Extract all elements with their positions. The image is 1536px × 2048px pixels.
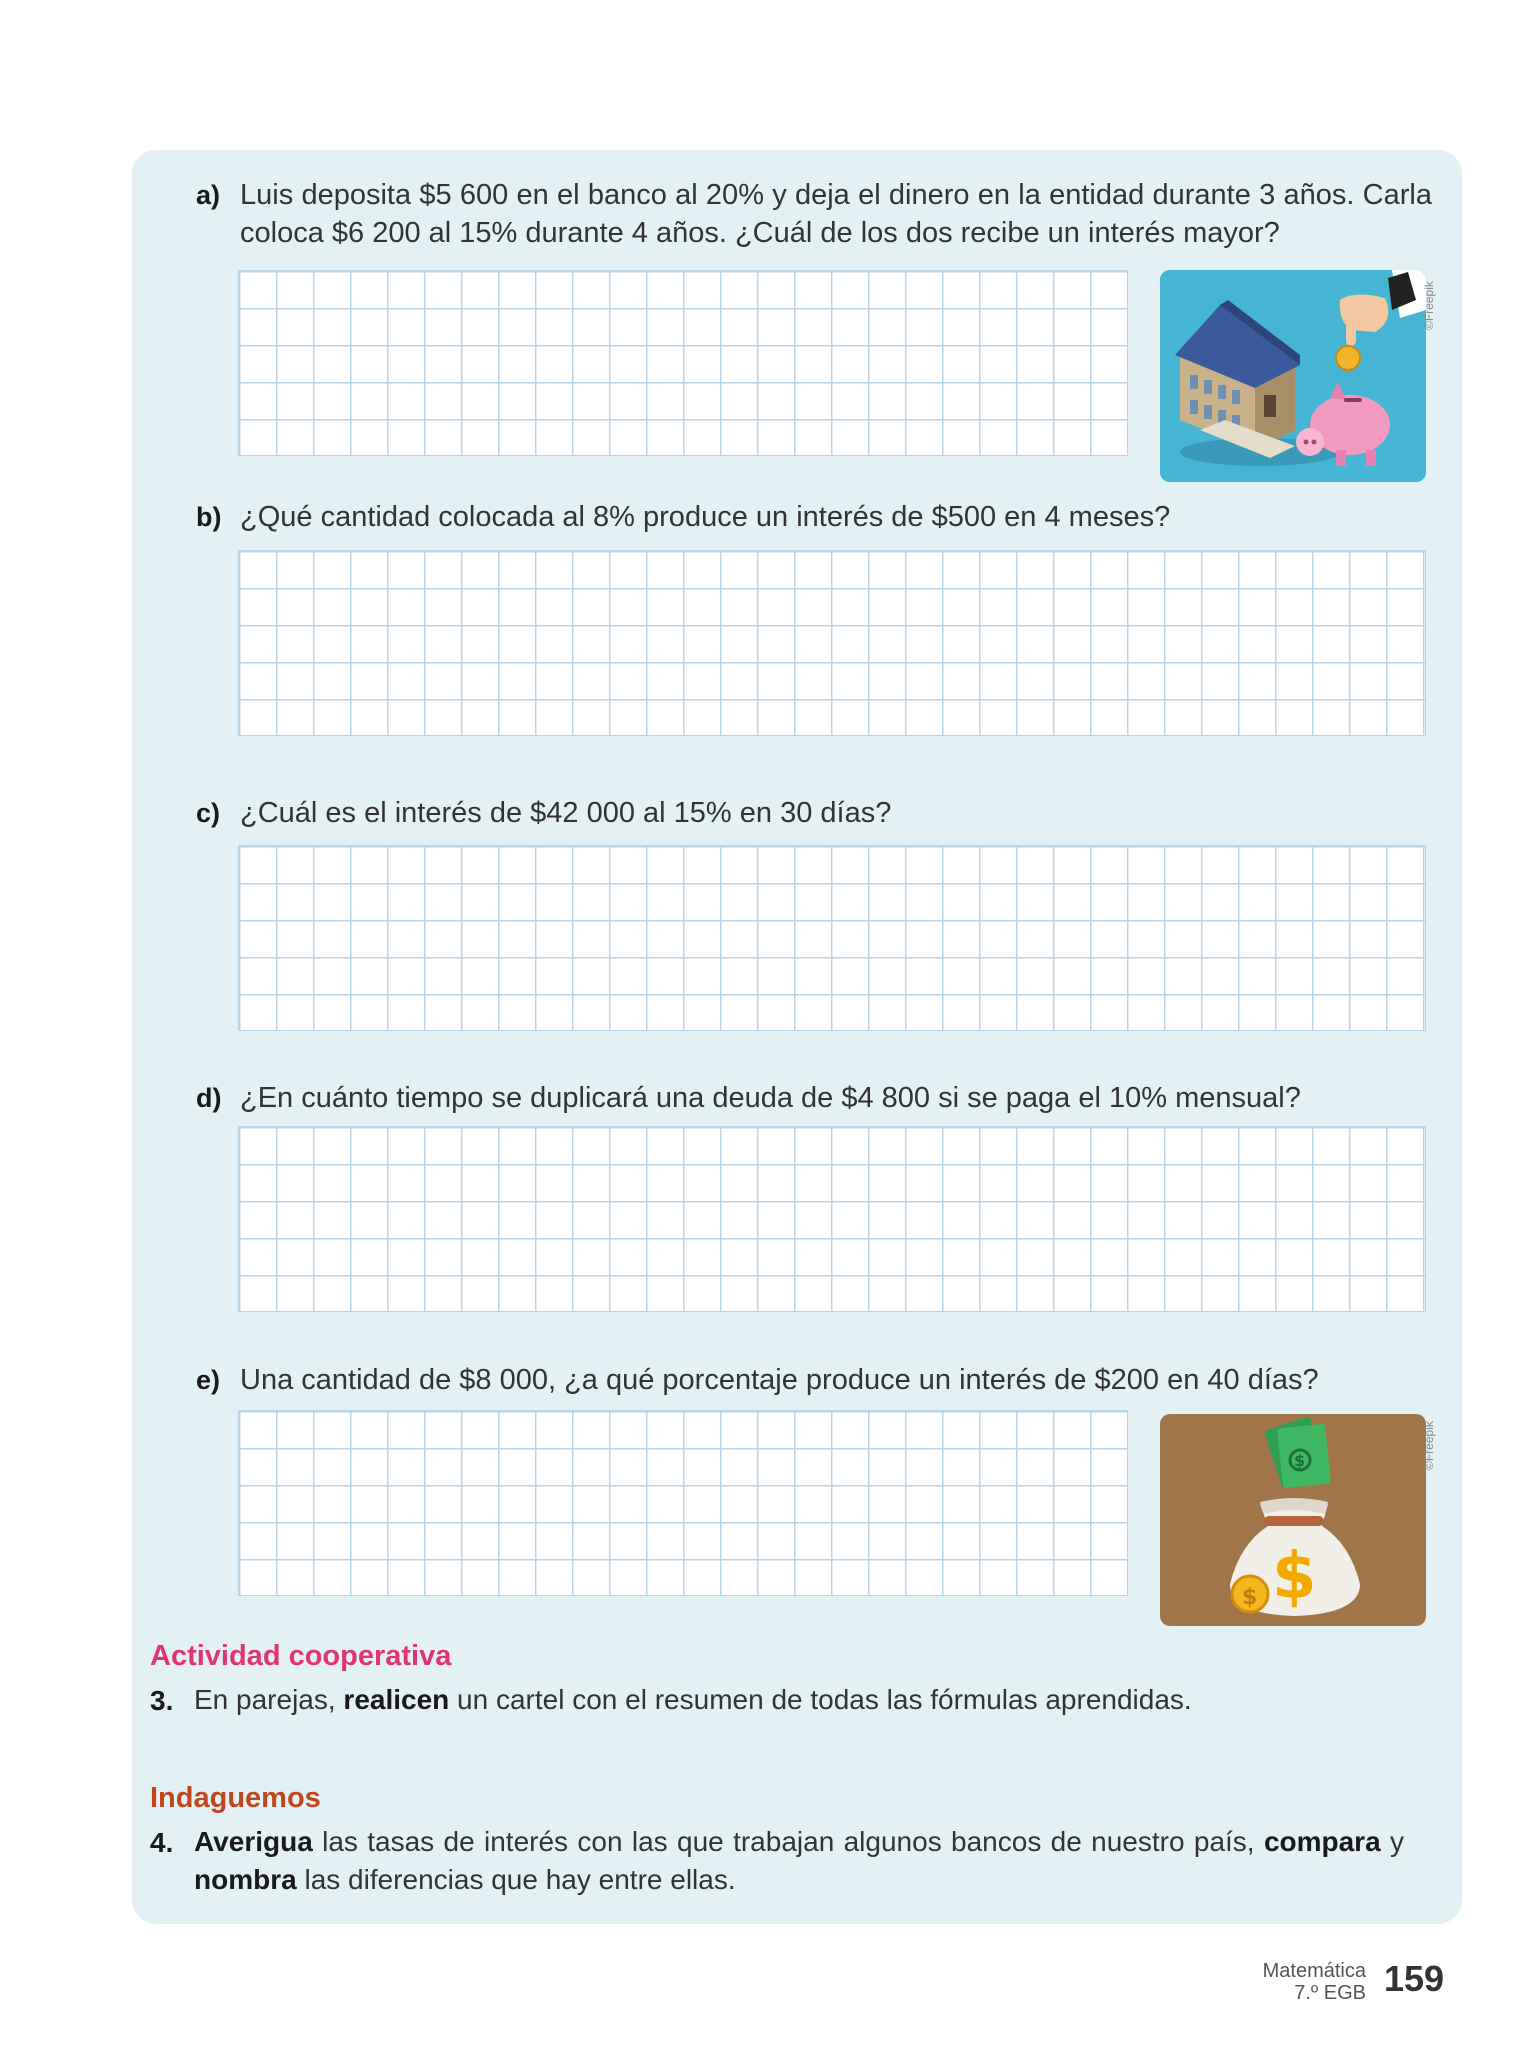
research-verb-2: compara xyxy=(1263,1826,1381,1857)
research-verb-3: nombra xyxy=(194,1864,297,1895)
question-e-text: Una cantidad de $8 000, ¿a qué porcentaje produce un interés de $200 en 40 días? xyxy=(240,1364,1319,1396)
research-text-3: las diferencias que hay entre ellas. xyxy=(296,1864,736,1895)
question-e-letter: e) xyxy=(196,1365,221,1395)
research-text-1: las tasas de interés con las que trabajan algunos bancos de nuestro país, xyxy=(312,1826,1264,1857)
money-image-credit: ©Freepik xyxy=(1422,1421,1436,1470)
answer-grid-c[interactable] xyxy=(238,845,1426,1031)
research-title: Indaguemos xyxy=(150,1782,321,1814)
answer-grid-e[interactable] xyxy=(238,1410,1128,1596)
answer-grid-b[interactable] xyxy=(238,550,1426,736)
activity-verb: realicen xyxy=(343,1684,450,1715)
svg-text:$: $ xyxy=(1242,1585,1258,1610)
svg-text:$: $ xyxy=(1294,1451,1306,1470)
bank-piggy-icon xyxy=(1160,270,1426,482)
question-c-text: ¿Cuál es el interés de $42 000 al 15% en 30 días? xyxy=(240,797,892,829)
research-text xyxy=(194,1823,1404,1899)
bank-piggy-illustration xyxy=(1160,270,1426,482)
bank-image-credit: ©Freepik xyxy=(1422,281,1436,330)
footer-subject-name: Matemática xyxy=(1262,1960,1366,1982)
activity-text-end: un cartel con el resumen de todas las fórmulas aprendidas. xyxy=(449,1684,1192,1715)
svg-text:$: $ xyxy=(1272,1540,1317,1614)
question-a-letter: a) xyxy=(196,180,221,210)
activity-text-start: En parejas, xyxy=(194,1684,344,1715)
research-text-2: y xyxy=(1380,1826,1404,1857)
question-b-text: ¿Qué cantidad colocada al 8% produce un interés de $500 en 4 meses? xyxy=(240,501,1171,533)
activity-title: Actividad cooperativa xyxy=(150,1640,452,1672)
money-bag-illustration xyxy=(1160,1414,1426,1626)
money-bag-icon xyxy=(1160,1414,1426,1626)
answer-grid-a[interactable] xyxy=(238,270,1128,456)
question-c-letter: c) xyxy=(196,798,221,828)
page-number: 159 xyxy=(1384,1958,1445,1999)
question-d-text: ¿En cuánto tiempo se duplicará una deuda de $4 800 si se paga el 10% mensual? xyxy=(240,1082,1301,1114)
question-b-letter: b) xyxy=(196,502,222,532)
footer-subject xyxy=(1200,1960,1366,2004)
answer-grid-d[interactable] xyxy=(238,1126,1426,1312)
activity-number: 3. xyxy=(150,1685,174,1716)
footer-grade: 7.º EGB xyxy=(1294,1982,1366,2004)
activity-text xyxy=(194,1681,1426,1719)
research-number: 4. xyxy=(150,1827,174,1858)
research-verb-1: Averigua xyxy=(194,1826,313,1857)
question-d-letter: d) xyxy=(196,1083,222,1113)
question-a-text: Luis deposita $5 600 en el banco al 20% y deja el dinero en la entidad durante 3 años. Carla coloca $6 200 al 15% durante 4 años. ¿Cuál de los dos recibe un interés mayor? xyxy=(240,179,1432,249)
